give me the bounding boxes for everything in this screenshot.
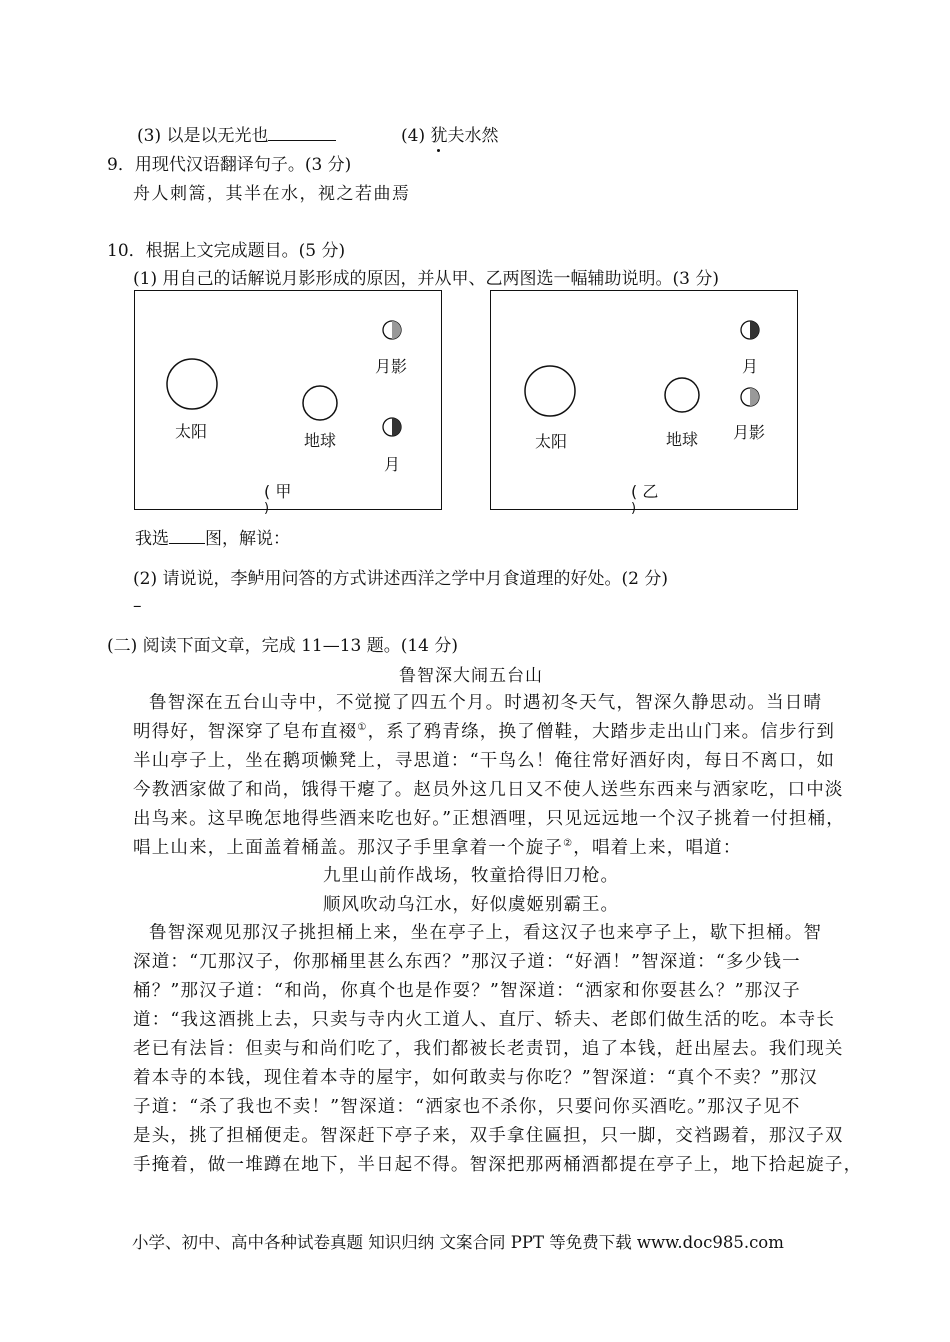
moon-shadow-label: 月影	[375, 357, 408, 376]
paragraph-line	[133, 718, 857, 743]
answer-suffix: 图，解说：	[205, 529, 290, 549]
diagram-yi-svg	[491, 291, 797, 509]
paragraph-text: 明得好，智深穿了皂布直裰	[133, 722, 358, 742]
q10-part1: (1) 用自己的话解说月影形成的原因，并从甲、乙两图选一幅辅助说明。(3 分)	[133, 269, 719, 289]
paragraph-line: 子道：“杀了我也不卖！”智深道：“洒家也不杀你，只要问你买酒吃。”那汉子见不	[133, 1097, 801, 1117]
sun-label: 太阳	[175, 422, 208, 441]
footer-promo: 小学、初中、高中各种试卷真题 知识归纳 文案合同 PPT 等免费下载 www.doc985.com	[132, 1233, 784, 1252]
paragraph-text: ，唱着上来，唱道：	[573, 838, 742, 858]
paragraph-line: 老已有法旨：但卖与和尚们吃了，我们都被长老责罚，追了本钱，赶出屋去。我们现关	[133, 1039, 844, 1059]
diagram-caption: ( 甲	[264, 482, 292, 501]
dotted-character: 犹	[430, 121, 447, 146]
paragraph-line: 鲁智深在五台山寺中，不觉搅了四五个月。时遇初冬天气，智深久静思动。当日晴	[149, 693, 823, 713]
paragraph-line: 今教洒家做了和尚，饿得干瘪了。赵员外这几日又不使人送些东西来与洒家吃，口中淡	[133, 780, 844, 800]
article-title: 鲁智深大闹五台山	[399, 666, 543, 686]
paragraph-text: 唱上山来，上面盖着桶盖。那汉子手里拿着一个旋子	[133, 838, 564, 858]
paragraph-line: 道：“我这酒挑上去，只卖与寺内火工道人、直厅、轿夫、老郎们做生活的吃。本寺长	[133, 1010, 836, 1030]
q10-answer-line	[135, 524, 290, 549]
q9-sentence: 舟人刺篙，其半在水，视之若曲焉	[133, 184, 411, 204]
paragraph-line	[133, 834, 857, 859]
moon-dark-half	[392, 418, 401, 436]
answer-prefix: 我选	[135, 529, 169, 549]
paragraph-line: 出鸟来。这早晚怎地得些酒来吃也好。”正想酒哩，只见远远地一个汉子挑着一付担桶，	[133, 809, 845, 829]
q10-part2: (2) 请说说，李鲈用问答的方式讲述西洋之学中月食道理的好处。(2 分)	[133, 569, 668, 589]
moon-shadow-label: 月影	[733, 423, 766, 442]
diagram-caption: ( 乙	[631, 482, 659, 501]
q8-item-4	[401, 121, 498, 146]
paragraph-line: 手掩着，做一堆蹲在地下，半日起不得。智深把那两桶酒都提在亭子上，地下拾起旋子，	[133, 1155, 863, 1175]
moon-shadow-dark-half	[750, 388, 759, 406]
diagram-caption-close: )	[264, 501, 270, 516]
section2-heading: (二) 阅读下面文章，完成 11—13 题。(14 分)	[107, 636, 459, 656]
q8-item-3-text: (3) 以是以无光也	[137, 126, 269, 146]
poem-line: 顺风吹动乌江水，好似虞姬别霸王。	[323, 895, 619, 915]
q9-stem: 9．用现代汉语翻译句子。(3 分)	[107, 155, 352, 175]
answer-blank[interactable]	[268, 125, 336, 141]
paragraph-line: 鲁智深观见那汉子挑担桶上来，坐在亭子上，看这汉子也来亭子上，歇下担桶。智	[149, 923, 823, 943]
earth-circle	[665, 378, 699, 412]
diagram-jia-svg	[135, 291, 441, 509]
q8-item-4-text: 夫水然	[447, 126, 499, 146]
sun-circle	[525, 366, 575, 416]
answer-dash: –	[133, 596, 142, 616]
moon-shadow-dark-half	[392, 321, 401, 339]
sun-circle	[167, 359, 217, 409]
answer-blank[interactable]	[169, 528, 205, 544]
paragraph-line: 是头，挑了担桶便走。智深赶下亭子来，双手拿住匾担，只一脚，交裆踢着，那汉子双	[133, 1126, 844, 1146]
paragraph-text: ，系了鸦青绦，换了僧鞋，大踏步走出山门来。信步行到	[367, 722, 836, 742]
moon-dark-half	[750, 321, 759, 339]
footnote-marker: ①	[357, 722, 368, 734]
diagram-yi	[490, 290, 798, 516]
q10-stem: 10．根据上文完成题目。(5 分)	[107, 241, 346, 261]
q8-item-4-number: (4)	[401, 126, 431, 146]
paragraph-line: 着本寺的本钱，现住着本寺的屋宇，如何敢卖与你吃？”智深道：“真个不卖？”那汉	[133, 1068, 818, 1088]
paragraph-line: 桶？”那汉子道：“和尚，你真个也是作耍？”智深道：“洒家和你耍甚么？”那汉子	[133, 981, 801, 1001]
q8-item-3	[137, 121, 336, 146]
poem-line: 九里山前作战场，牧童拾得旧刀枪。	[323, 866, 619, 886]
earth-label: 地球	[666, 430, 699, 449]
paragraph-line: 半山亭子上，坐在鹅项懒凳上，寻思道：“干鸟么！俺往常好酒好肉，每日不离口，如	[133, 751, 836, 771]
paragraph-line: 深道：“兀那汉子，你那桶里甚么东西？”那汉子道：“好酒！”智深道：“多少钱一	[133, 952, 801, 972]
diagram-jia	[134, 290, 442, 516]
moon-label: 月	[742, 357, 759, 376]
earth-circle	[303, 386, 337, 420]
earth-label: 地球	[304, 431, 337, 450]
moon-label: 月	[384, 455, 401, 474]
diagram-caption-close: )	[631, 501, 637, 516]
footnote-marker: ②	[563, 838, 574, 850]
sun-label: 太阳	[535, 432, 568, 451]
